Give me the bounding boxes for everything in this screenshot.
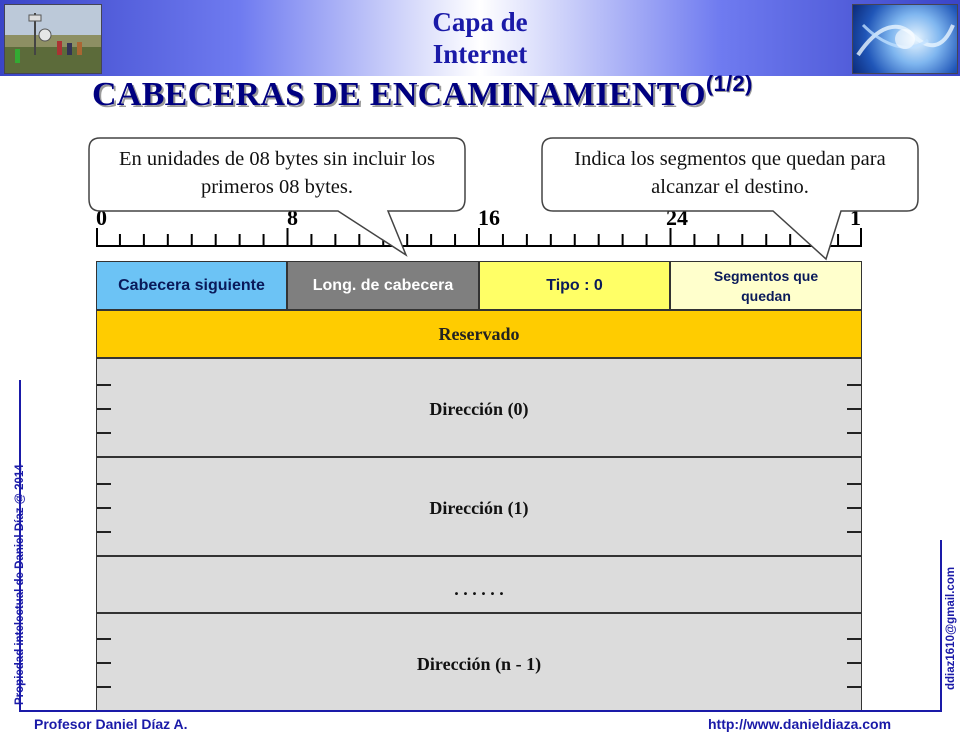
field-long-cabecera-label: Long. de cabecera — [312, 276, 454, 294]
field-segmentos-que-quedan — [670, 261, 862, 310]
address-1-label: Dirección (1) — [429, 498, 529, 518]
address-block-1 — [96, 457, 862, 556]
field-reservado — [96, 310, 862, 358]
field-tipo — [479, 261, 670, 310]
hands-network-image — [852, 4, 958, 74]
bit-label-24: 24 — [666, 205, 688, 230]
field-photo-image — [4, 4, 102, 74]
bottom-rule — [19, 710, 942, 712]
author-name: Profesor Daniel Díaz A. — [34, 716, 188, 732]
page-title-text: CABECERAS DE ENCAMINAMIENTO — [92, 76, 706, 113]
bit-label-16: 16 — [478, 205, 500, 230]
address-ellipsis-block — [96, 556, 862, 613]
address-ellipsis-label: . . . . . . — [454, 579, 504, 599]
field-reservado-label: Reservado — [438, 323, 520, 344]
callout-right-text: Indica los segmentos que quedan para alcanzar el destino. — [574, 148, 886, 198]
bit-label-8: 8 — [287, 205, 298, 230]
address-block-0 — [96, 358, 862, 457]
field-segmentos-label: Segmentos que quedan — [713, 267, 819, 304]
address-n-1-label: Dirección (n - 1) — [416, 654, 542, 674]
right-rule — [940, 540, 942, 710]
contact-email[interactable]: ddiaz1610@gmail.com — [945, 566, 957, 690]
address-0-label: Dirección (0) — [429, 399, 529, 419]
address-block-n-1 — [96, 613, 862, 711]
field-long-cabecera — [287, 261, 479, 310]
bit-label-0: 0 — [96, 205, 107, 230]
website-link[interactable]: http://www.danieldiaza.com — [708, 716, 892, 732]
callout-left-text: En unidades de 08 bytes sin incluir los primeros 08 bytes. — [119, 148, 435, 198]
section-title — [380, 6, 580, 70]
field-cabecera-siguiente — [96, 261, 287, 310]
copyright-note: Propiedad intelectual de Daniel Díaz @ 2014 — [14, 464, 26, 705]
section-title-line1: Capa de — [432, 7, 528, 37]
field-tipo-label: Tipo : 0 — [546, 276, 603, 294]
section-title-line2: Internet — [432, 39, 528, 69]
page-title — [92, 71, 892, 114]
field-cabecera-siguiente-label: Cabecera siguiente — [118, 276, 265, 294]
bit-label-31: 1 — [850, 205, 861, 230]
page-title-suffix: (1/2) — [705, 71, 753, 96]
